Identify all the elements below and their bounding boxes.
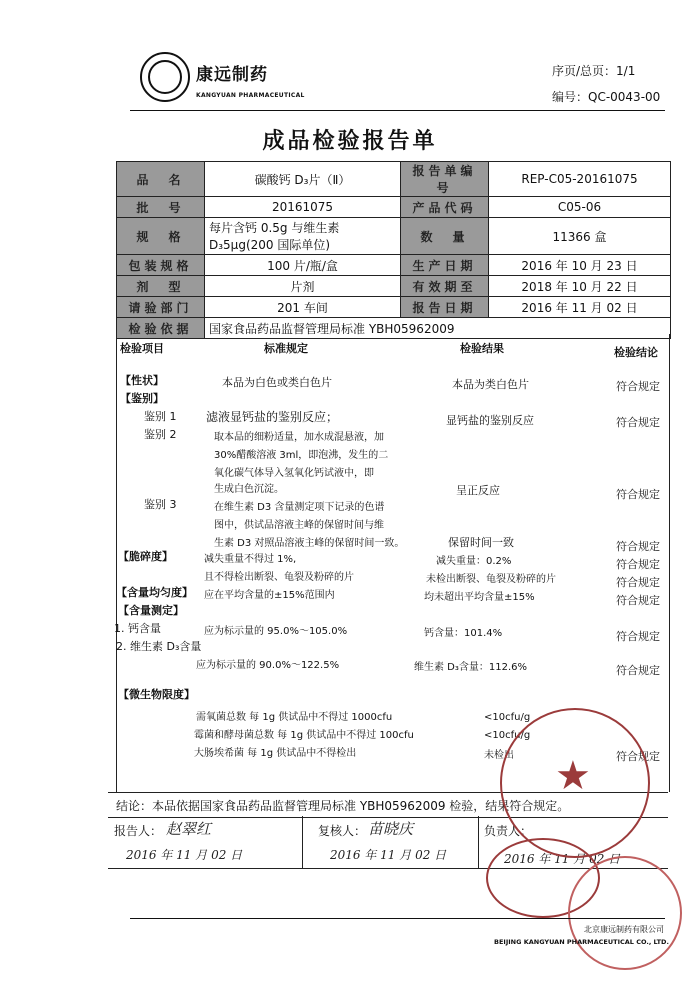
company-seal: ★ xyxy=(500,708,650,858)
form-label: 剂 型 xyxy=(117,276,205,297)
micro-aerobic-result: <10cfu/g xyxy=(484,712,531,723)
col-conclusion-header: 检验结论 xyxy=(614,346,658,359)
vitd-standard: 应为标示量的 90.0%～122.5% xyxy=(196,660,340,671)
batch-value: 20161075 xyxy=(205,197,401,218)
footer-company-cn: 北京康远制药有限公司 xyxy=(584,925,664,934)
ident1-label: 鉴别 1 xyxy=(144,410,177,423)
product-info-table xyxy=(116,161,671,339)
vitd-conclusion: 符合规定 xyxy=(616,664,660,677)
brand-name: 康远制药 xyxy=(196,65,268,85)
report-no: REP-C05-20161075 xyxy=(489,162,671,197)
ident2-result: 呈正反应 xyxy=(456,484,500,497)
friability-conclusion-2: 符合规定 xyxy=(616,576,660,589)
ident3-result: 保留时间一致 xyxy=(448,536,514,549)
header-divider xyxy=(130,110,665,111)
col-standard-header: 标准规定 xyxy=(264,342,308,355)
friability-standard-2: 且不得检出断裂、龟裂及粉碎的片 xyxy=(204,572,354,583)
ident3-standard-1: 在维生素 D3 含量测定项下记录的色谱 xyxy=(214,502,385,513)
document-code: 编号：QC-0043-00 xyxy=(552,90,661,104)
friability-result-1: 减失重量：0.2% xyxy=(436,556,512,567)
conclusion-text: 结论：本品依据国家食品药品监督管理局标准 YBH05962009 检验，结果符合规定。 xyxy=(116,799,570,813)
page-title: 成品检验报告单 xyxy=(262,129,438,154)
spec-value: 每片含钙 0.5g 与维生素 D₃5μg(200 国际单位) xyxy=(205,218,401,255)
brand-english: KANGYUAN PHARMACEUTICAL xyxy=(196,92,305,99)
product-name: 碳酸钙 D₃片（Ⅱ） xyxy=(205,162,401,197)
calcium-label: 1. 钙含量 xyxy=(114,622,161,635)
qty-value: 11366 盒 xyxy=(489,218,671,255)
footer-company-en: BEIJING KANGYUAN PHARMACEUTICAL CO., LTD. xyxy=(494,938,669,946)
approver-date: 2016 年 11 月 02 日 xyxy=(504,852,621,866)
vitd-result: 维生素 D₃含量：112.6% xyxy=(414,662,528,673)
friability-label: 【脆碎度】 xyxy=(118,550,173,563)
ident1-standard: 滤液显钙盐的鉴别反应； xyxy=(206,410,339,424)
ident1-conclusion: 符合规定 xyxy=(616,416,660,429)
micro-conclusion: 符合规定 xyxy=(616,750,660,763)
character-result: 本品为类白色片 xyxy=(452,378,529,391)
footer-divider xyxy=(130,918,665,919)
ident2-label: 鉴别 2 xyxy=(144,428,177,441)
ident3-standard-2: 图中，供试品溶液主峰的保留时间与维 xyxy=(214,520,384,531)
ident2-standard-1: 取本品的细粉适量，加水成混悬液，加 xyxy=(214,432,384,443)
uniformity-label: 【含量均匀度】 xyxy=(116,586,193,599)
product-name-label: 品 名 xyxy=(117,162,205,197)
calcium-standard: 应为标示量的 95.0%～105.0% xyxy=(204,626,348,637)
signature-divider-1 xyxy=(302,816,303,868)
report-date: 2016 年 11 月 02 日 xyxy=(489,297,671,318)
reviewer-date: 2016 年 11 月 02 日 xyxy=(330,848,447,862)
calcium-result: 钙含量：101.4% xyxy=(424,628,503,639)
package-label: 包装规格 xyxy=(117,255,205,276)
micro-ecoli-standard: 大肠埃希菌 每 1g 供试品中不得检出 xyxy=(194,748,357,759)
ident2-standard-2: 30%醋酸溶液 3ml，即泡沸，发生的二 xyxy=(214,450,389,461)
ident2-standard-3: 氧化碳气体导入氢氧化钙试液中，即 xyxy=(214,468,374,479)
reporter-date: 2016 年 11 月 02 日 xyxy=(126,848,243,862)
micro-ecoli-result: 未检出 xyxy=(484,750,514,761)
micro-mold-result: <10cfu/g xyxy=(484,730,531,741)
friability-result-2: 未检出断裂、龟裂及粉碎的片 xyxy=(426,574,556,585)
calcium-conclusion: 符合规定 xyxy=(616,630,660,643)
dept-label: 请验部门 xyxy=(117,297,205,318)
ident3-conclusion: 符合规定 xyxy=(616,540,660,553)
uniformity-standard: 应在平均含量的±15%范围内 xyxy=(204,590,335,601)
page-indicator: 序页/总页：1/1 xyxy=(552,64,636,78)
spec-label: 规 格 xyxy=(117,218,205,255)
ident-label: 【鉴别】 xyxy=(120,392,164,405)
micro-aerobic-standard: 需氧菌总数 每 1g 供试品中不得过 1000cfu xyxy=(196,712,393,723)
basis-value: 国家食品药品监督管理局标准 YBH05962009 xyxy=(205,318,671,339)
character-conclusion: 符合规定 xyxy=(616,380,660,393)
approver-label: 负责人： xyxy=(484,824,533,838)
package-value: 100 片/瓶/盒 xyxy=(205,255,401,276)
character-label: 【性状】 xyxy=(120,374,164,387)
qty-label: 数 量 xyxy=(401,218,489,255)
product-code-label: 产品代码 xyxy=(401,197,489,218)
micro-label: 【微生物限度】 xyxy=(118,688,195,701)
micro-mold-standard: 霉菌和酵母菌总数 每 1g 供试品中不得过 100cfu xyxy=(194,730,414,741)
ident3-standard-3: 生素 D3 对照品溶液主峰的保留时间一致。 xyxy=(214,538,405,549)
character-standard: 本品为白色或类白色片 xyxy=(222,376,332,389)
form-value: 片剂 xyxy=(205,276,401,297)
col-item-header: 检验项目 xyxy=(120,342,164,355)
prod-date-label: 生产日期 xyxy=(401,255,489,276)
reporter-signature: 赵翠红 xyxy=(166,820,212,838)
friability-standard-1: 减失重量不得过 1%, xyxy=(204,554,297,565)
expiry-label: 有效期至 xyxy=(401,276,489,297)
reviewer-signature: 苗晓庆 xyxy=(368,820,414,838)
reporter-label: 报告人： xyxy=(114,824,163,838)
red-seal xyxy=(568,856,682,970)
expiry-date: 2018 年 10 月 22 日 xyxy=(489,276,671,297)
ident2-conclusion: 符合规定 xyxy=(616,488,660,501)
assay-label: 【含量测定】 xyxy=(118,604,184,617)
product-code: C05-06 xyxy=(489,197,671,218)
ident2-standard-4: 生成白色沉淀。 xyxy=(214,484,284,495)
report-date-label: 报告日期 xyxy=(401,297,489,318)
reviewer-label: 复核人： xyxy=(318,824,367,838)
batch-label: 批 号 xyxy=(117,197,205,218)
vitd-label: 2. 维生素 D₃含量 xyxy=(116,640,202,653)
company-logo xyxy=(140,52,190,102)
uniformity-result: 均未超出平均含量±15% xyxy=(424,592,535,603)
signature-divider-2 xyxy=(478,816,479,868)
dept-value: 201 车间 xyxy=(205,297,401,318)
friability-conclusion-1: 符合规定 xyxy=(616,558,660,571)
ident1-result: 显钙盐的鉴别反应 xyxy=(446,414,534,427)
report-no-label: 报告单编号 xyxy=(401,162,489,197)
prod-date: 2016 年 10 月 23 日 xyxy=(489,255,671,276)
ident3-label: 鉴别 3 xyxy=(144,498,177,511)
col-result-header: 检验结果 xyxy=(460,342,504,355)
basis-label: 检验依据 xyxy=(117,318,205,339)
uniformity-conclusion: 符合规定 xyxy=(616,594,660,607)
